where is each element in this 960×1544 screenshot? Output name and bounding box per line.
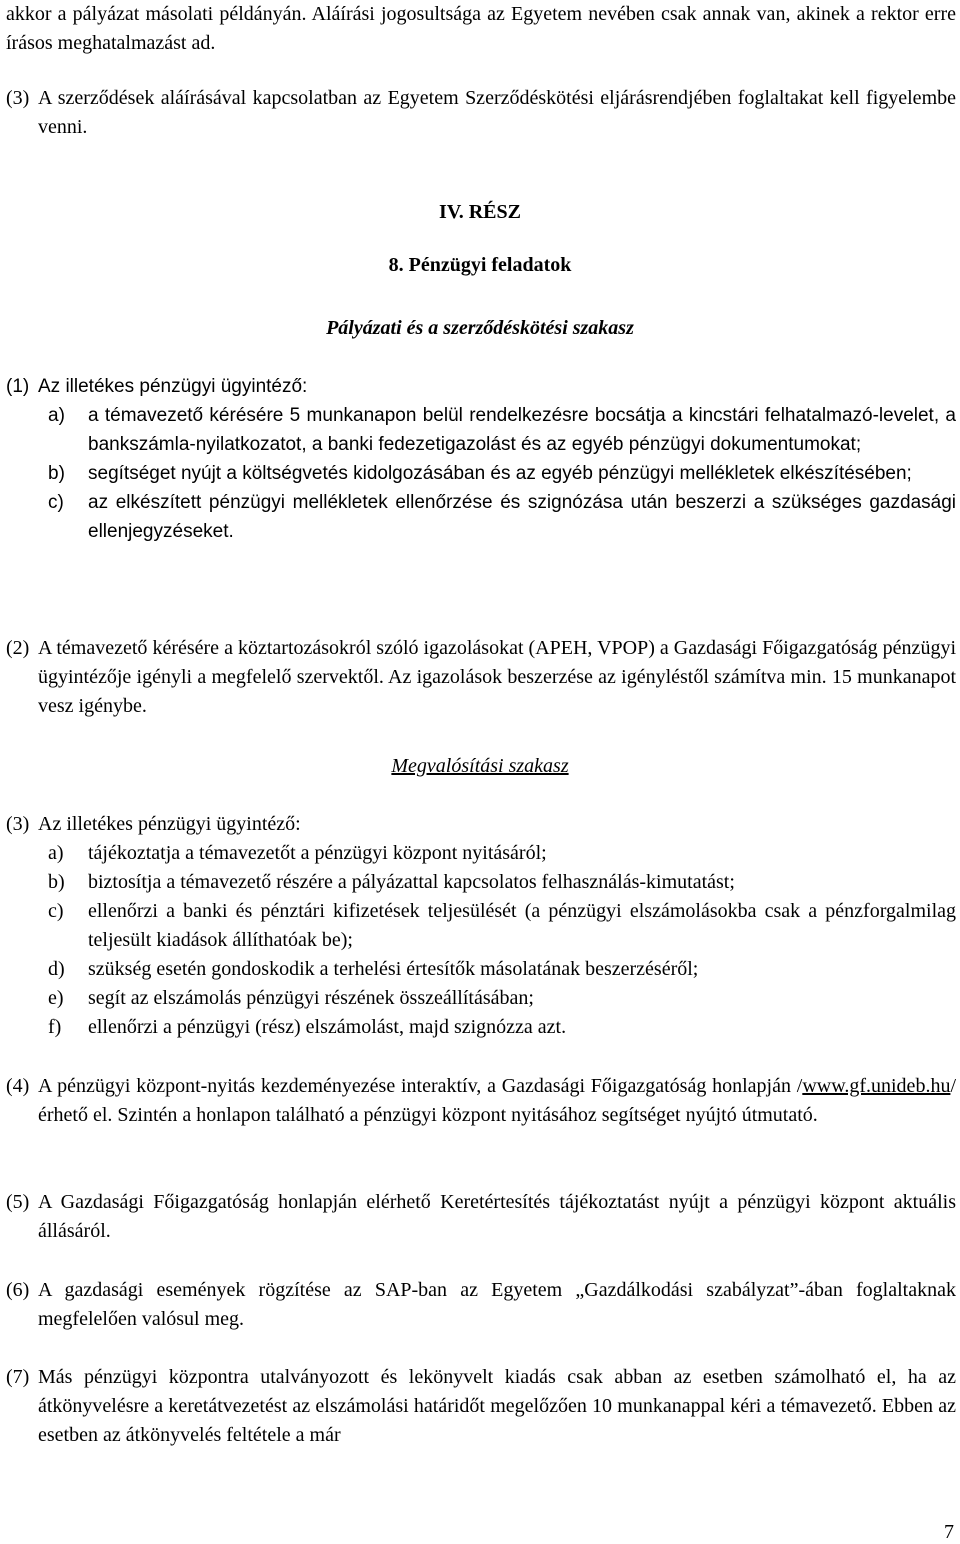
paragraph-number: (3) bbox=[6, 813, 30, 835]
paragraph-7 bbox=[6, 1363, 956, 1450]
item-label: f) bbox=[48, 1016, 62, 1038]
paragraph-text: Más pénzügyi központra utalványozott és lekönyvelt kiadás csak abban az esetben számolható el, ha az átkönyvelésre a keretátvezetést az elszámolási határidőt megelőzően 10 munkanappal kéri a témavezető. Ebben az esetben az átkönyvelés feltétele a már bbox=[38, 1366, 956, 1446]
paragraph-2 bbox=[6, 634, 956, 721]
intro-paragraph bbox=[6, 0, 956, 58]
item-text: az elkészített pénzügyi mellékletek ellenőrzése és szignózása után beszerzi a szükséges gazdasági ellenjegyzéseket. bbox=[88, 492, 956, 542]
paragraph-1 bbox=[6, 372, 956, 546]
paragraph-3-intro bbox=[6, 84, 956, 142]
item-label: c) bbox=[48, 900, 64, 922]
paragraph-text: A gazdasági események rögzítése az SAP-ban az Egyetem „Gazdálkodási szabályzat”-ában foglaltaknak megfelelően valósul meg. bbox=[38, 1279, 956, 1330]
paragraph-5 bbox=[6, 1188, 956, 1246]
text-segment: / érhető el. Szintén a honlapon található a pénzügyi központ nyitásához segítséget nyújtó útmutató. bbox=[38, 1075, 956, 1126]
list-item bbox=[48, 897, 956, 955]
part-title: IV. RÉSZ bbox=[439, 201, 521, 223]
paragraph-number: (6) bbox=[6, 1279, 30, 1301]
item-label: b) bbox=[48, 871, 65, 893]
subsection-title-application: Pályázati és a szerződéskötési szakasz bbox=[326, 317, 634, 339]
list-item bbox=[48, 459, 956, 488]
paragraph-text bbox=[38, 1072, 956, 1130]
list-item bbox=[48, 1013, 956, 1042]
item-label: b) bbox=[48, 463, 65, 484]
item-text: segít az elszámolás pénzügyi részének összeállításában; bbox=[88, 987, 534, 1009]
item-text: biztosítja a témavezető részére a pályázattal kapcsolatos felhasználás-kimutatást; bbox=[88, 871, 735, 893]
list-item bbox=[48, 868, 956, 897]
item-text: szükség esetén gondoskodik a terhelési értesítők másolatának beszerzéséről; bbox=[88, 958, 699, 980]
item-text: tájékoztatja a témavezetőt a pénzügyi központ nyitásáról; bbox=[88, 842, 547, 864]
paragraph-lead: Az illetékes pénzügyi ügyintéző: bbox=[38, 376, 308, 397]
paragraph-number: (2) bbox=[6, 637, 30, 659]
item-label: a) bbox=[48, 405, 65, 426]
paragraph-text: A Gazdasági Főigazgatóság honlapján elérhető Keretértesítés tájékoztatást nyújt a pénzügyi központ aktuális állásáról. bbox=[38, 1191, 956, 1242]
paragraph-number: (5) bbox=[6, 1191, 30, 1213]
paragraph-lead: Az illetékes pénzügyi ügyintéző: bbox=[38, 813, 301, 835]
item-text: ellenőrzi a banki és pénztári kifizetések teljesülését (a pénzügyi elszámolásokba csak a pénzforgalmilag teljesült kiadások állíthatóak be); bbox=[88, 900, 956, 951]
item-list bbox=[6, 401, 956, 546]
item-text: segítséget nyújt a költségvetés kidolgozásában és az egyéb pénzügyi mellékletek elkészítésében; bbox=[88, 463, 912, 484]
list-item bbox=[48, 488, 956, 546]
item-label: a) bbox=[48, 842, 64, 864]
paragraph-text: A szerződések aláírásával kapcsolatban az Egyetem Szerződéskötési eljárásrendjében foglaltakat kell figyelembe venni. bbox=[38, 87, 956, 138]
paragraph-6 bbox=[6, 1276, 956, 1334]
paragraph-number: (7) bbox=[6, 1366, 30, 1388]
item-list bbox=[6, 839, 956, 1042]
item-text: a témavezető kérésére 5 munkanapon belül rendelkezésre bocsátja a kincstári felhatalmazó-levelet, a bankszámla-nyilatkozatot, a banki fedezetigazolást és az egyéb pénzügyi dokumentumokat; bbox=[88, 405, 956, 455]
page-number: 7 bbox=[944, 1521, 954, 1543]
paragraph-3 bbox=[6, 810, 956, 1042]
paragraph-number: (4) bbox=[6, 1075, 30, 1097]
list-item bbox=[48, 401, 956, 459]
item-text: ellenőrzi a pénzügyi (rész) elszámolást, majd szignózza azt. bbox=[88, 1016, 567, 1038]
paragraph-4 bbox=[6, 1072, 956, 1130]
paragraph-number: (1) bbox=[6, 376, 30, 397]
subsection-title-implementation: Megvalósítási szakasz bbox=[391, 755, 569, 777]
item-label: c) bbox=[48, 492, 64, 513]
paragraph-number: (3) bbox=[6, 87, 30, 109]
text-segment: A pénzügyi központ-nyitás kezdeményezése interaktív, a Gazdasági Főigazgatóság honlapján / bbox=[38, 1075, 803, 1097]
list-item bbox=[48, 839, 956, 868]
list-item bbox=[48, 984, 956, 1013]
website-link[interactable]: www.gf.unideb.hu bbox=[802, 1075, 951, 1097]
paragraph-text: A témavezető kérésére a köztartozásokról szóló igazolásokat (APEH, VPOP) a Gazdasági Főigazgatóság pénzügyi ügyintézője igényli a megfelelő szervektől. Az igazolások beszerzése az igényléstől számítva min. 15 munkanapot vesz igénybe. bbox=[38, 637, 956, 717]
item-label: e) bbox=[48, 987, 64, 1009]
item-label: d) bbox=[48, 958, 65, 980]
intro-text: akkor a pályázat másolati példányán. Aláírási jogosultsága az Egyetem nevében csak annak van, akinek a rektor erre írásos meghatalmazást ad. bbox=[6, 3, 956, 54]
list-item bbox=[48, 955, 956, 984]
section-title: 8. Pénzügyi feladatok bbox=[388, 254, 572, 276]
